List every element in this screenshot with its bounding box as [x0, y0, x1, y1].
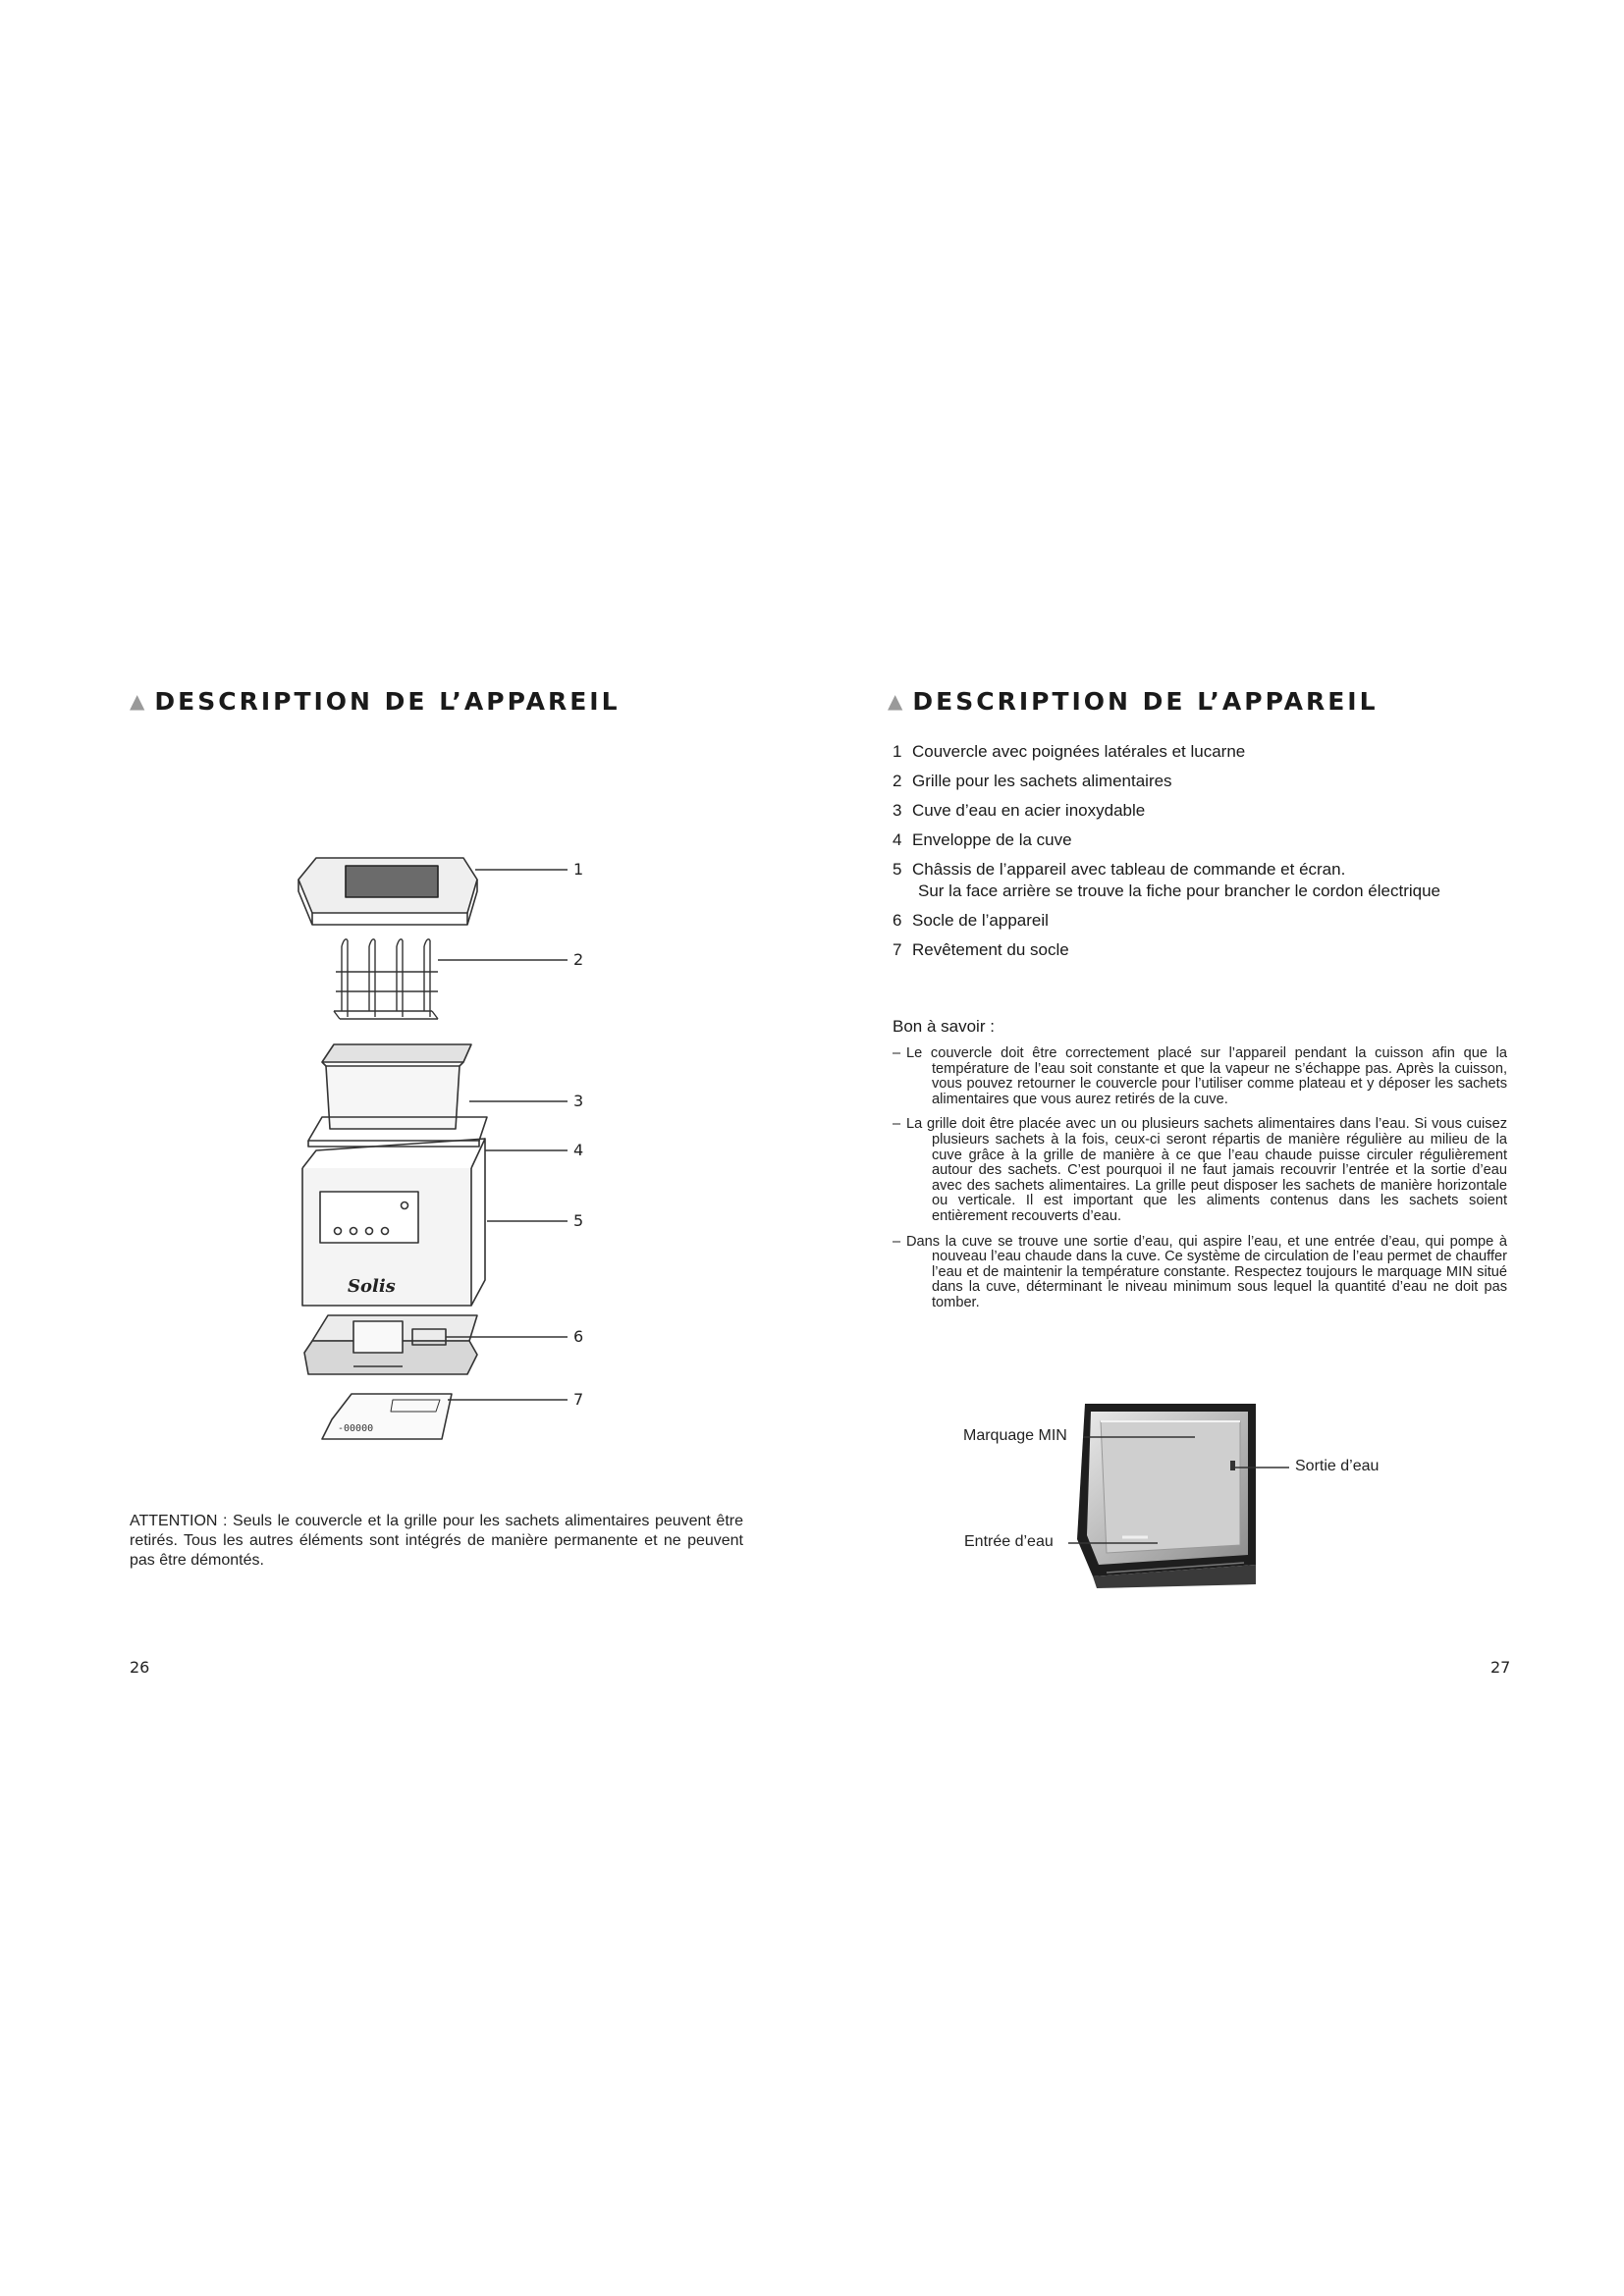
part-text: Revêtement du socle: [912, 940, 1069, 959]
tip-rest: pompe à nouveau l’eau chaude dans la cuve. Ce système de circulation de l’eau permet de chauffer l’eau et de maintenir la température constante. Respectez toujours le marquage MIN situé dans la cuve, déterminant le niveau minimum sous lequel la quantité d’eau ne doit pas tomber.: [932, 1233, 1508, 1310]
list-item: [893, 1046, 1507, 1107]
base-drawing: [304, 1315, 477, 1374]
part-subtext: Sur la face arrière se trouve la fiche pour brancher le cordon électrique: [918, 881, 1441, 900]
dash-icon: –: [893, 1116, 901, 1133]
tip-first-line: La grille doit être placée avec un ou plusieurs sachets alimentaires dans l’eau. Si: [906, 1116, 1428, 1133]
plate-marking: -00000: [338, 1423, 374, 1434]
callout-2: 2: [573, 950, 584, 969]
exploded-appliance-drawing: [295, 844, 609, 1482]
list-item: [893, 910, 1560, 932]
left-page-heading: [130, 687, 621, 716]
part-text: Couvercle avec poignées latérales et lucarne: [912, 742, 1246, 761]
callout-4: 4: [573, 1141, 584, 1159]
list-item: [893, 741, 1560, 763]
plate-drawing: [322, 1394, 452, 1439]
parts-list: [893, 741, 1560, 969]
water-outlet-label: Sortie d’eau: [1295, 1458, 1380, 1474]
attention-label: ATTENTION: [130, 1513, 218, 1529]
part-text: Cuve d’eau en acier inoxydable: [912, 801, 1146, 820]
right-page-heading: [888, 687, 1379, 716]
brand-logo: Solis: [348, 1276, 396, 1297]
dash-icon: –: [893, 1233, 901, 1250]
part-text: Enveloppe de la cuve: [912, 830, 1072, 849]
part-text: Socle de l’appareil: [912, 911, 1049, 930]
tip-rest: que la température de l’eau soit constante et que la vapeur ne s’échappe pas. Après la cuisson, vous pouvez retourner le couvercle pour l’utiliser comme plateau et y déposer les sachets alimentaires que vous aurez retirés de la cuve.: [932, 1045, 1507, 1107]
part-text-block: [912, 859, 1440, 902]
list-item: [893, 1117, 1507, 1224]
part-number: 6: [893, 911, 902, 930]
list-item: [893, 800, 1560, 822]
part-number: 7: [893, 940, 902, 959]
tank-photo: [1067, 1392, 1264, 1588]
callout-1: 1: [573, 860, 584, 879]
callout-6: 6: [573, 1327, 584, 1346]
part-number: 1: [893, 742, 902, 761]
tips-title: Bon à savoir :: [893, 1017, 995, 1036]
list-item: [893, 859, 1560, 902]
triangle-icon: ▲: [130, 689, 145, 713]
tip-first-line: Dans la cuve se trouve une sortie d’eau, qui aspire l’eau, et une entrée d’eau, qui: [906, 1233, 1444, 1250]
callout-3: 3: [573, 1092, 584, 1110]
tip-rest: vous cuisez plusieurs sachets à la fois, ceux-ci seront répartis de manière régulière au milieu de la cuve grâce à la grille de manière à ce que l’eau chaude puisse circuler régulièrement autour des sachets. C’est pourquoi il ne faut jamais recouvrir l’entrée et la sortie d’eau avec des sachets alimentaires. La grille peut disposer les sachets de manière horizontale ou verticale. Il est important que les aliments contenus dans les sachets soient entièrement recouverts d’eau.: [932, 1116, 1507, 1224]
rack-drawing: [334, 939, 438, 1019]
callout-5: 5: [573, 1211, 584, 1230]
part-number: 3: [893, 801, 902, 820]
right-heading-text: DESCRIPTION DE L’APPAREIL: [912, 687, 1379, 716]
list-item: [893, 829, 1560, 851]
callout-7: 7: [573, 1390, 584, 1409]
chassis-drawing: [302, 1139, 485, 1306]
list-item: [893, 1235, 1507, 1311]
part-number: 4: [893, 830, 902, 849]
lid-drawing: [298, 858, 477, 925]
dash-icon: –: [893, 1045, 901, 1061]
tip-first-line: Le couvercle doit être correctement placé sur l’appareil pendant la cuisson afin: [906, 1045, 1455, 1061]
tips-list: [893, 1046, 1507, 1321]
water-inlet-label: Entrée d’eau: [964, 1533, 1054, 1550]
part-number: 2: [893, 772, 902, 790]
list-item: [893, 771, 1560, 792]
page-number-left: 26: [130, 1658, 150, 1677]
triangle-icon: ▲: [888, 689, 903, 713]
left-heading-text: DESCRIPTION DE L’APPAREIL: [154, 687, 621, 716]
list-item: [893, 939, 1560, 961]
min-mark-label: Marquage MIN: [963, 1427, 1067, 1444]
attention-text: : Seuls le couvercle et la grille pour les sachets alimentaires peuvent être retirés. Tous les autres éléments sont intégrés de manière permanente et ne peuvent pas être démontés.: [130, 1513, 743, 1569]
part-number: 5: [893, 860, 902, 879]
part-text: Châssis de l’appareil avec tableau de commande et écran.: [912, 860, 1346, 879]
right-page: [812, 0, 1624, 2296]
part-text: Grille pour les sachets alimentaires: [912, 772, 1172, 790]
page-number-right: 27: [1490, 1658, 1511, 1677]
attention-note: [130, 1512, 743, 1571]
tank-drawing: [322, 1044, 471, 1129]
